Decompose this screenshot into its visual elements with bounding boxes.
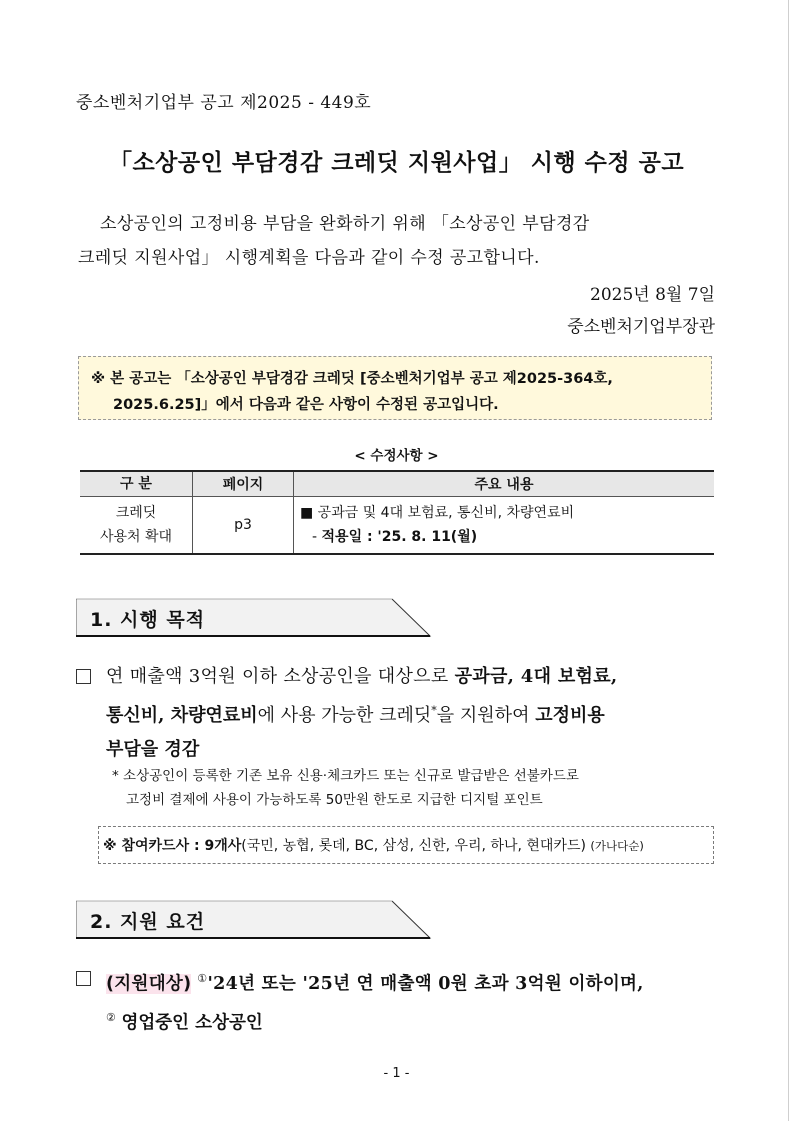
header-main-content: 주요 내용 <box>294 471 715 497</box>
changes-table <box>80 470 714 555</box>
participating-cards-box <box>98 826 714 864</box>
cell-main-content <box>294 497 715 555</box>
purpose-part-2: 에 사용 가능한 크레딧 <box>257 705 432 726</box>
purpose-part-1: 연 매출액 3억원 이하 소상공인을 대상으로 <box>106 666 455 687</box>
page-number: - 1 - <box>383 1066 410 1081</box>
purpose-bold-4: 부담을 경감 <box>106 739 200 760</box>
issuer-name: 중소벤처기업부장관 <box>567 317 715 337</box>
section-2-title: 2. 지원 요건 <box>90 911 206 933</box>
purpose-line-1 <box>76 666 617 687</box>
announcement-date: 2025년 8월 7일 <box>590 285 715 305</box>
revision-note-box <box>78 356 712 420</box>
checkbox-square-icon <box>76 971 91 986</box>
purpose-bold-1: 공과금, 4대 보험료, <box>454 666 618 687</box>
footnote-line-1: * 소상공인이 등록한 기존 보유 신용·체크카드 또는 신규로 발급받은 선불카드로 <box>112 768 579 784</box>
division-line-1: 크레딧 <box>115 505 157 521</box>
content-line-1: ■ 공과금 및 4대 보험료, 통신비, 차량연료비 <box>300 505 575 521</box>
target-paragraph <box>76 962 720 1040</box>
purpose-part-3: 을 지원하여 <box>436 705 536 726</box>
circled-two-mark: ② <box>106 1010 116 1024</box>
purpose-line-3 <box>76 733 720 767</box>
revision-note-line-2: 2025.6.25]」에서 다음과 같은 사항이 수정된 공고입니다. <box>113 397 499 413</box>
purpose-paragraph <box>76 660 720 767</box>
intro-line-1: 소상공인의 고정비용 부담을 완화하기 위해 「소상공인 부담경감 <box>100 214 590 234</box>
content-line-2 <box>300 529 477 545</box>
table-row <box>80 497 714 555</box>
purpose-bold-3: 고정비용 <box>535 705 605 726</box>
intro-paragraph <box>78 207 718 275</box>
cell-page: p3 <box>193 497 294 555</box>
effective-date: 적용일 : '25. 8. 11(월) <box>321 529 478 545</box>
section-2-heading <box>76 900 430 938</box>
target-line-1 <box>76 974 644 994</box>
intro-line-2: 크레딧 지원사업」 시행계획을 다음과 같이 수정 공고합니다. <box>78 248 540 268</box>
circled-one-mark: ① <box>197 972 208 985</box>
target-text-2: 영업중인 소상공인 <box>121 1012 263 1033</box>
document-title: 「소상공인 부담경감 크레딧 지원사업」 시행 수정 공고 <box>108 150 685 176</box>
cards-order-note: (가나다순) <box>590 839 644 853</box>
header-page: 페이지 <box>193 471 294 497</box>
cell-division <box>80 497 193 555</box>
target-line-2 <box>76 1001 720 1040</box>
target-text-1: '24년 또는 '25년 연 매출액 0원 초과 3억원 이하이며, <box>207 973 644 994</box>
footnote-marker: * <box>431 704 437 717</box>
section-1-title: 1. 시행 목적 <box>90 609 206 631</box>
target-label: (지원대상) <box>106 973 192 994</box>
cards-label: ※ 참여카드사 : 9개사 <box>103 838 242 854</box>
checkbox-square-icon <box>76 669 91 684</box>
purpose-bold-2: 통신비, 차량연료비 <box>106 705 258 726</box>
purpose-line-2 <box>76 694 720 733</box>
changes-caption: < 수정사항 > <box>354 448 439 464</box>
changes-header-row <box>80 471 714 497</box>
revision-note-line-1: ※ 본 공고는 「소상공인 부담경감 크레딧 [중소벤처기업부 공고 제2025-364호, <box>91 371 613 387</box>
cards-list: (국민, 농협, 롯데, BC, 삼성, 신한, 우리, 하나, 현대카드) <box>241 838 586 854</box>
division-line-2: 사용처 확대 <box>99 529 173 545</box>
section-1-heading <box>76 598 430 636</box>
credit-footnote <box>112 764 722 812</box>
notice-number: 중소벤처기업부 공고 제2025 - 449호 <box>76 93 372 113</box>
header-division: 구 분 <box>80 471 193 497</box>
footnote-line-2: 고정비 결제에 사용이 가능하도록 50만원 한도로 지급한 디지털 포인트 <box>126 792 543 808</box>
content-line-2-prefix: - <box>312 529 322 545</box>
